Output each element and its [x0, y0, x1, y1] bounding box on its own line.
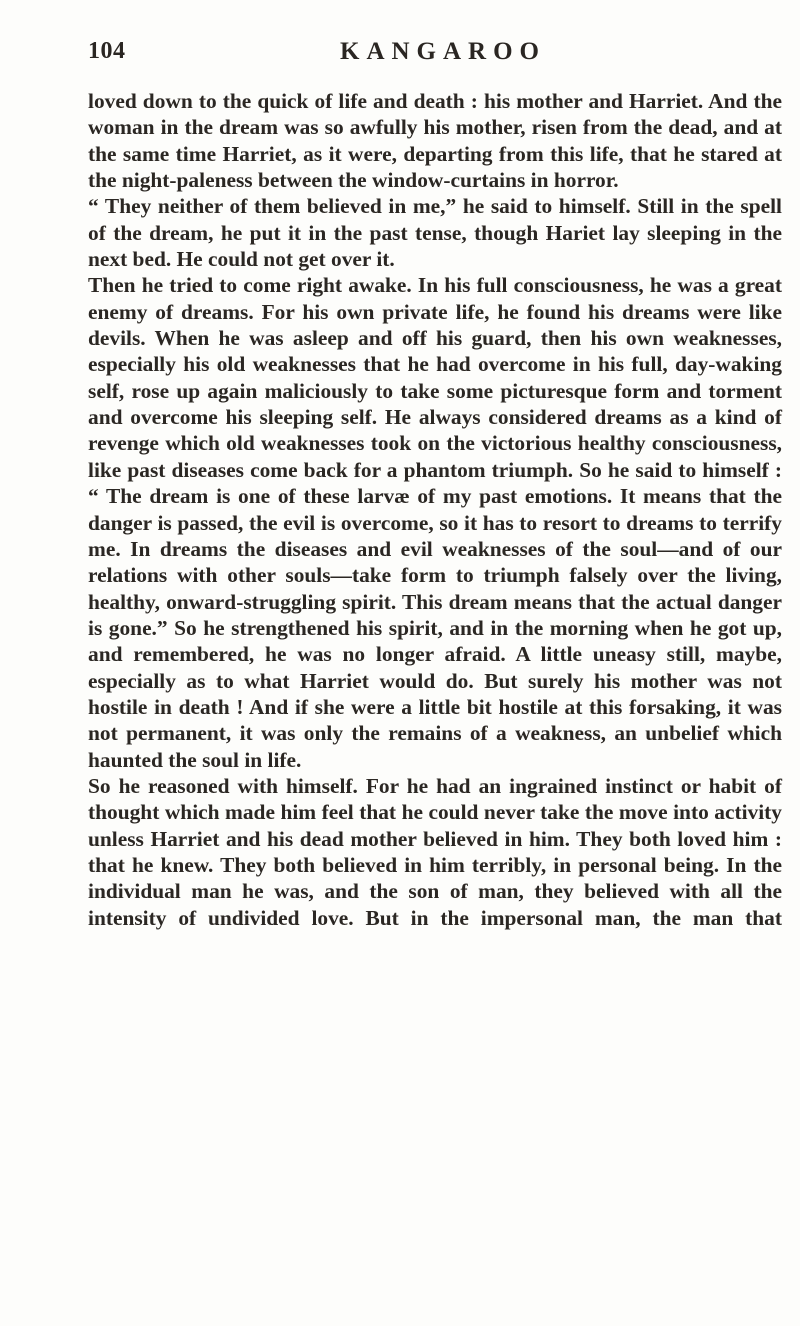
page-number: 104 [88, 38, 126, 64]
paragraph: “ They neither of them believed in me,” he said to himself. Still in the spell of the dream, he put it in the past tense, though Hariet lay sleeping in the next bed. He could not get over it. [88, 194, 782, 272]
paragraph: So he reasoned with himself. For he had an ingrained instinct or habit of thought which made him feel that he could never take the move into activity unless Harriet and his dead mother believed in him. They both loved him : that he knew. They both believed in him terribly, in personal being. In the individual man he was, and the son of man, they believed with all the intensity of undivided love. But in the impersonal man, the man that [88, 773, 782, 930]
paragraph: loved down to the quick of life and death : his mother and Harriet. And the woman in the dream was so awfully his mother, risen from the dead, and at the same time Harriet, as it were, departing from this life, that he stared at the night-paleness between the window-curtains in horror. [88, 89, 782, 193]
book-title: KANGAROO [340, 38, 546, 65]
paragraph: Then he tried to come right awake. In his full consciousness, he was a great enemy of dreams. For his own private life, he found his dreams were like devils. When he was asleep and off his guard, then his own weaknesses, especially his old weaknesses that he had overcome in his full, day-waking self, rose up again maliciously to take some picturesque form and torment and overcome his sleeping self. He always considered dreams as a kind of revenge which old weaknesses took on the victorious healthy consciousness, like past diseases come back for a phantom triumph. So he said to himself : “ The dream is one of these larvæ of my past emotions. It means that the danger is passed, the evil is overcome, so it has to resort to dreams to terrify me. In dreams the diseases and evil weaknesses of the soul—and of our relations with other souls—take form to triumph falsely over the living, healthy, onward-struggling spirit. This dream means that the actual danger is gone.” So he strengthened his spirit, and in the morning when he got up, and remembered, he was no longer afraid. A little uneasy still, maybe, especially as to what Harriet would do. But surely his mother was not hostile in death ! And if she were a little bit hostile at this forsaking, it was not permanent, it was only the remains of a weakness, an unbelief which haunted the soul in life. [88, 273, 782, 772]
body-text [88, 88, 782, 931]
running-head [88, 38, 786, 72]
